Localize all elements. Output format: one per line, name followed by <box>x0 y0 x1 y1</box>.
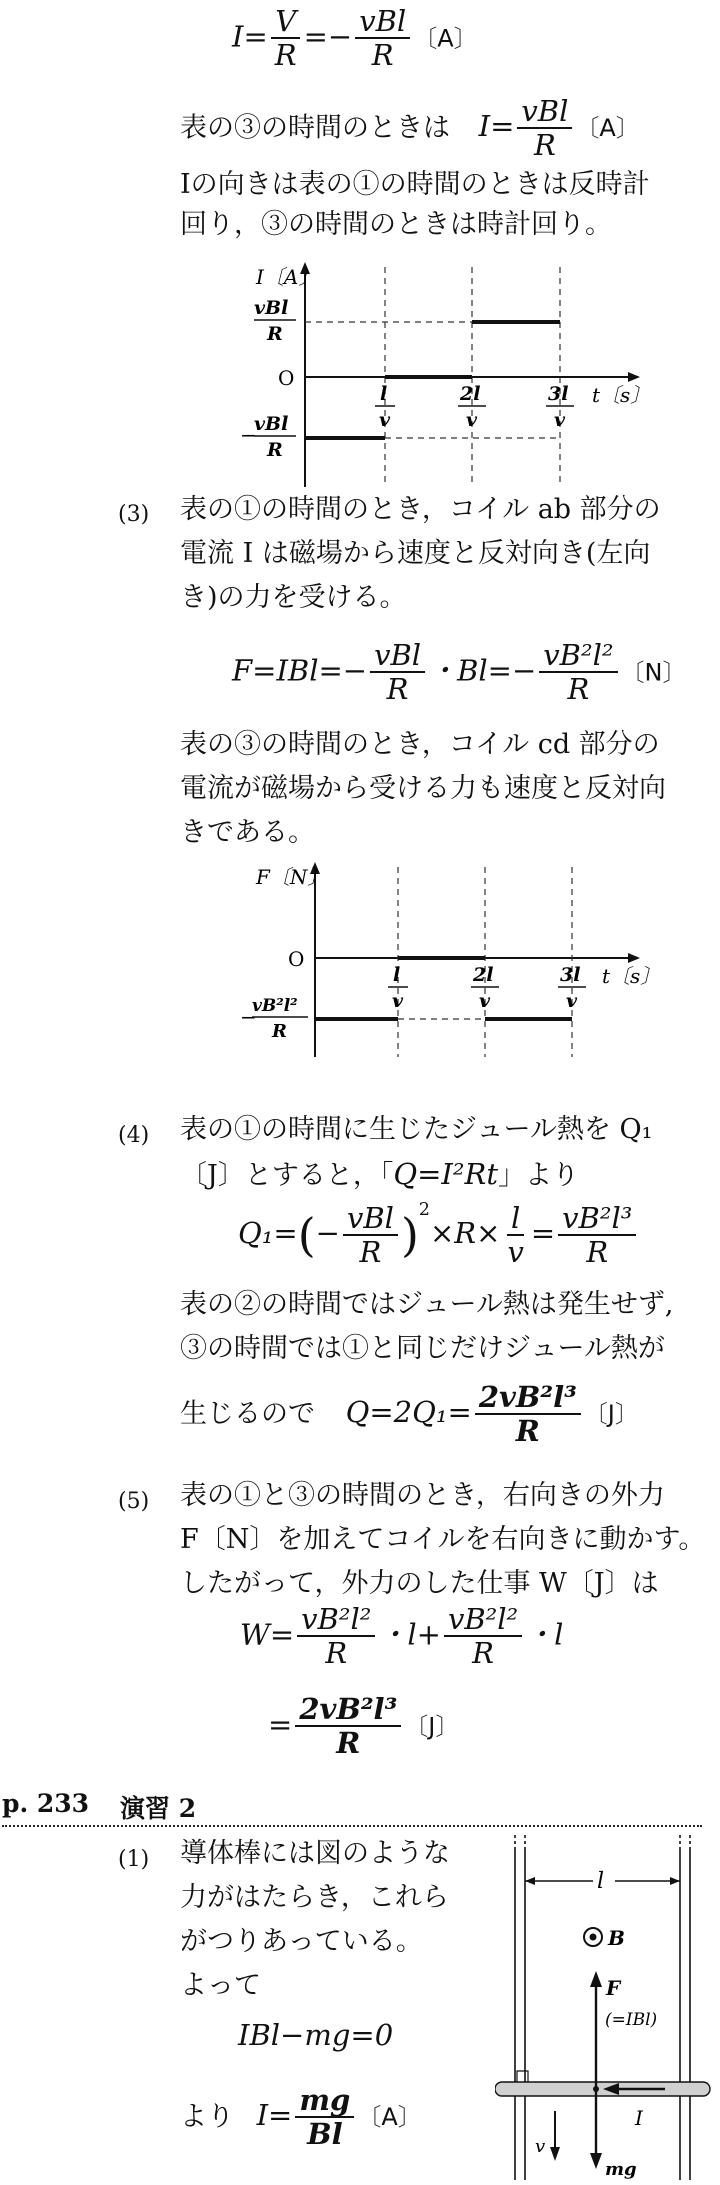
numerator: vB²l³ <box>558 1203 636 1236</box>
numerator: 2vB²l³ <box>475 1382 581 1415</box>
eq-equals: = <box>490 109 515 144</box>
paragraph-direction <box>180 165 650 245</box>
eq-equals: = <box>273 1216 298 1250</box>
x-axis-arrow <box>628 372 640 382</box>
text-line: 導体棒には図のような <box>180 1838 450 1869</box>
ytick-bot-prefix: − <box>240 423 257 447</box>
text-line: き)の力を受ける。 <box>180 582 407 613</box>
ytick-bot-prefix: − <box>240 1005 257 1029</box>
text-line: よって <box>180 1970 261 2001</box>
question-number-3: (3) <box>118 502 150 527</box>
paragraph-table3 <box>180 96 640 161</box>
unit: 〔N〕 <box>620 658 687 687</box>
text-line: 力がはたらき，これら <box>180 1882 449 1913</box>
denominator: R <box>325 1636 348 1671</box>
fraction <box>355 6 410 71</box>
origin-label: O <box>288 947 305 971</box>
numerator: vBl <box>343 1203 398 1236</box>
equation-work-result <box>268 1694 459 1759</box>
unit: 〔A〕 <box>413 24 478 53</box>
eq-lhs: I <box>478 109 491 144</box>
denominator: R <box>371 38 394 73</box>
fraction <box>444 1604 522 1669</box>
eq-lhs: F <box>232 653 253 688</box>
q3-paragraph-1 <box>180 490 661 618</box>
text-line: きである。 <box>180 817 315 848</box>
paren-open: ( <box>297 1208 316 1262</box>
fraction-answer <box>295 1694 401 1759</box>
eq-equals: = <box>243 19 268 54</box>
f-note: (=IBl) <box>605 2010 658 2030</box>
x-axis-label: t〔s〕 <box>592 383 651 407</box>
equation-work <box>240 1604 563 1669</box>
graph-force-time <box>240 862 660 1062</box>
x-axis-arrow <box>628 953 640 963</box>
xtick-3-den: v <box>566 990 578 1012</box>
fraction <box>297 1604 375 1669</box>
unit: 〔J〕 <box>404 1712 460 1741</box>
rail-top-mask <box>510 1835 700 1849</box>
exponent: 2 <box>418 1200 430 1220</box>
q3-paragraph-2 <box>180 725 666 853</box>
origin-label: O <box>278 366 295 390</box>
section-title: 演習 2 <box>120 1794 197 1823</box>
xtick-1-num: l <box>380 383 388 405</box>
numerator: vBl <box>517 96 572 129</box>
eq-lhs: W <box>240 1617 270 1652</box>
figure-rod-forces <box>495 1835 715 2180</box>
denominator: R <box>359 1235 382 1269</box>
force-f-arrowhead <box>590 1971 602 1987</box>
denominator: R <box>472 1636 494 1671</box>
numerator: mg <box>295 2085 354 2118</box>
numerator: 2vB²l³ <box>295 1694 401 1727</box>
term: ・l+ <box>378 1617 441 1652</box>
eq-equals: = <box>269 1617 295 1652</box>
denominator: R <box>386 672 409 707</box>
text-line: F〔N〕を加えてコイルを右向きに動かす。 <box>180 1524 706 1555</box>
width-label: l <box>597 1869 605 1894</box>
text-line: ③の時間では①と同じだけジュール熱が <box>180 1333 665 1364</box>
fraction <box>503 1200 527 1269</box>
unit: 〔A〕 <box>357 2103 422 2132</box>
text-line: 表の①の時間のとき，コイル ab 部分の <box>180 494 661 525</box>
text-line: 表の①の時間に生じたジュール熱を Q₁ <box>180 1114 653 1145</box>
ex1-result <box>180 2085 422 2150</box>
xtick-3-num: 3l <box>548 383 569 405</box>
formula: Q=2Q₁= <box>345 1395 472 1430</box>
eq-equals: = <box>530 1216 556 1250</box>
unit: 〔A〕 <box>575 114 640 143</box>
f-label: F <box>606 1976 621 2000</box>
text: 表の③の時間のときは <box>180 112 450 144</box>
x-axis-label: t〔s〕 <box>602 964 660 988</box>
numerator: vB²l² <box>297 1604 375 1637</box>
fraction <box>343 1200 398 1269</box>
conductor-rod <box>495 2082 710 2096</box>
text-line: 表の②の時間ではジュール熱は発生せず, <box>180 1289 674 1320</box>
equation-current <box>232 6 478 71</box>
question-number-4: (4) <box>118 1123 150 1148</box>
denominator: R <box>586 1235 609 1269</box>
page-reference: p. 233 <box>2 1789 90 1818</box>
denominator: R <box>533 128 556 163</box>
numerator: V <box>271 6 300 39</box>
paren-close: ) <box>400 1208 419 1262</box>
xtick-2-den: v <box>466 409 478 431</box>
term: ・l <box>525 1617 564 1652</box>
ytick-bot-den: R <box>267 439 283 461</box>
eq-equals: = <box>268 1707 293 1742</box>
ytick-bot-den: R <box>272 1021 287 1042</box>
eq-equals-minus: =− <box>487 653 537 688</box>
text-line: 電流が磁場から受ける力も速度と反対向 <box>180 773 666 804</box>
xtick-1-num: l <box>393 964 401 986</box>
ytick-top-den: R <box>267 323 283 345</box>
fraction-answer <box>295 2085 354 2150</box>
fraction <box>558 1200 636 1269</box>
numerator: l <box>507 1203 524 1236</box>
formula: Q=I²Rt <box>393 1157 498 1191</box>
ytick-bot-num: vB²l² <box>252 996 298 1016</box>
text-line: 電流 I は磁場から速度と反対向き(左向 <box>180 538 651 569</box>
eq-equals-minus: =− <box>318 653 368 688</box>
text-line: 表の③の時間のとき，コイル cd 部分の <box>180 729 660 760</box>
xtick-2-den: v <box>479 990 491 1012</box>
numerator: vB²l² <box>539 640 617 673</box>
term: ・Bl <box>428 653 488 688</box>
fraction <box>517 96 572 161</box>
denominator: R <box>515 1414 540 1449</box>
term: IBl <box>276 653 319 688</box>
xtick-2-num: 2l <box>473 964 494 986</box>
ex1-paragraph <box>180 1834 450 2006</box>
eq-equals-minus: =− <box>303 19 353 54</box>
q4-result <box>180 1382 639 1447</box>
v-label: v <box>535 2136 546 2157</box>
q4-paragraph-1 <box>180 1110 652 1196</box>
xtick-3-num: 3l <box>560 964 581 986</box>
fraction-answer <box>475 1382 581 1447</box>
ytick-bot-num: vBl <box>254 413 289 435</box>
velocity-arrowhead <box>550 2147 560 2161</box>
q4-paragraph-2 <box>180 1285 674 1369</box>
unit: 〔J〕 <box>583 1400 639 1429</box>
equation-balance: IBl−mg=0 <box>238 2018 394 2052</box>
xtick-2-num: 2l <box>460 383 481 405</box>
question-number-ex1: (1) <box>118 1847 150 1872</box>
y-axis-label: F〔N〕 <box>256 865 328 889</box>
denominator: R <box>274 38 297 73</box>
denominator: R <box>567 672 590 707</box>
numerator: vBl <box>370 640 425 673</box>
eq-lhs: I <box>232 19 244 54</box>
fraction <box>370 640 425 705</box>
text-line: 表の①と③の時間のとき，右向きの外力 <box>180 1480 665 1511</box>
eq-equals: = <box>252 653 277 688</box>
eq-lhs: I= <box>256 2098 293 2133</box>
fraction <box>539 640 617 705</box>
text: より <box>180 2101 234 2133</box>
text: 生じるので <box>180 1398 315 1430</box>
text-line: がつりあっている。 <box>180 1926 423 1957</box>
xtick-1-den: v <box>379 409 391 431</box>
term: ×R× <box>430 1216 501 1250</box>
section-header <box>2 1785 702 1827</box>
i-label: I <box>635 2106 643 2130</box>
ytick-top-num: vBl <box>254 297 289 319</box>
q5-paragraph <box>180 1476 705 1604</box>
mg-label: mg <box>605 2159 637 2180</box>
text-line <box>180 1154 652 1196</box>
text: 〔J〕とすると，「 <box>180 1160 394 1191</box>
minus: − <box>315 1216 340 1250</box>
xtick-1-den: v <box>392 990 404 1012</box>
denominator: R <box>336 1726 361 1761</box>
graph-current-time <box>240 262 660 492</box>
text: 」より <box>497 1160 579 1191</box>
b-label: B <box>608 1926 625 1950</box>
eq-lhs: Q₁ <box>238 1216 274 1250</box>
y-axis-label: I〔A〕 <box>256 265 319 289</box>
text-line: 回り，③の時間のときは時計回り。 <box>180 209 612 240</box>
gravity-arrowhead <box>590 2153 602 2169</box>
denominator: Bl <box>307 2117 343 2152</box>
question-number-5: (5) <box>118 1489 150 1514</box>
text-line: Iの向きは表の①の時間のときは反時計 <box>180 169 650 200</box>
text-line: したがって，外力のした仕事 W〔J〕は <box>180 1568 659 1599</box>
denominator: v <box>507 1235 524 1269</box>
numerator: vBl <box>355 6 410 39</box>
fraction <box>271 6 301 71</box>
equation-heat <box>238 1200 639 1267</box>
xtick-3-den: v <box>554 409 566 431</box>
numerator: vB²l² <box>444 1604 522 1637</box>
equation-force <box>232 640 686 705</box>
